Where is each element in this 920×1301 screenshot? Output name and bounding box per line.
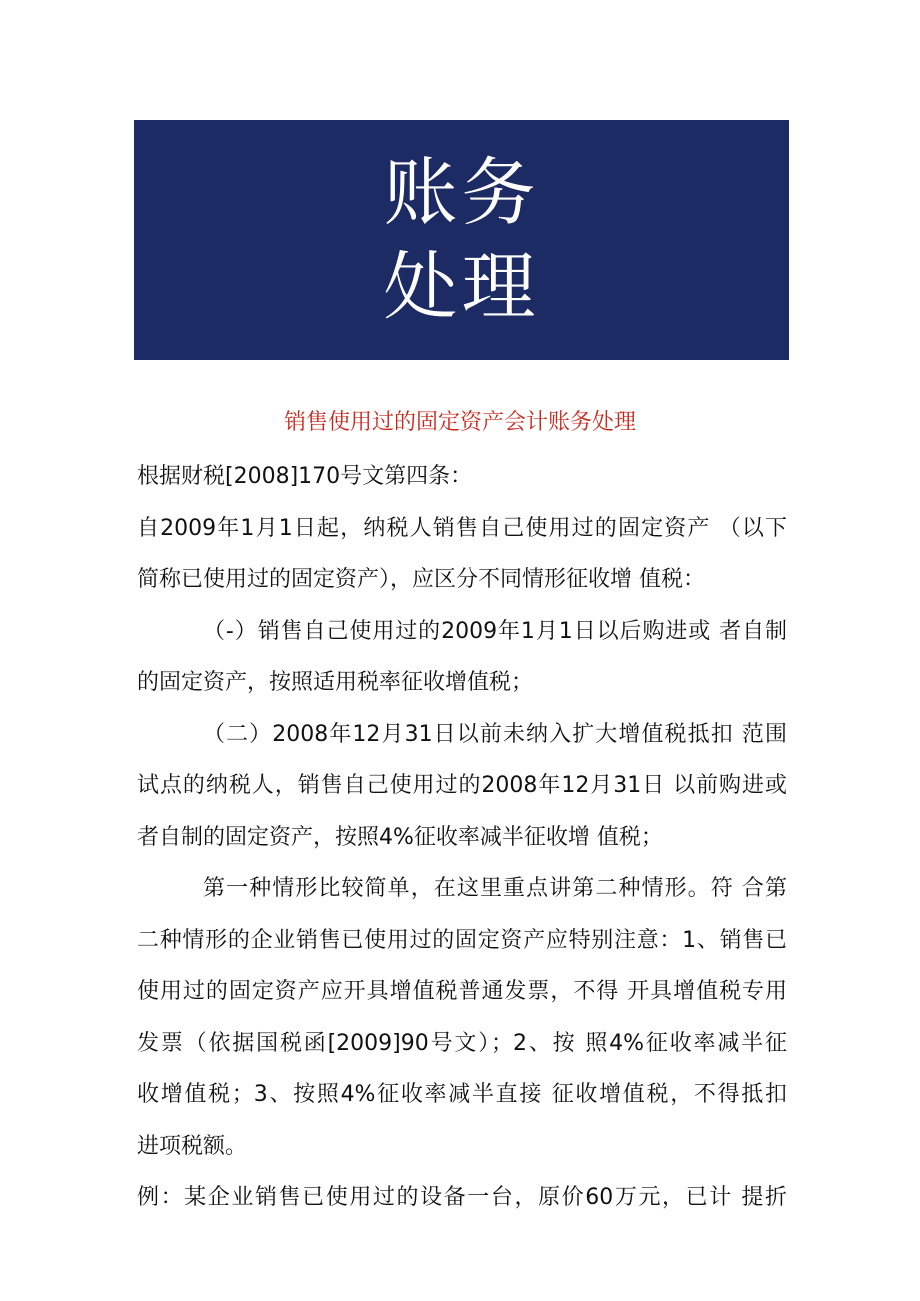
paragraph-line: 根据财税[2008]170号文第四条： bbox=[137, 464, 473, 489]
banner-title-line-1: 账务 bbox=[383, 150, 540, 236]
document-heading: 销售使用过的固定资产会计账务处理 bbox=[283, 410, 636, 435]
paragraph-line: 简称已使用过的固定资产），应区分不同情形征收增 值税： bbox=[137, 567, 705, 592]
paragraph-line: 二种情形的企业销售已使用过的固定资产应特别注意：1、销售已 bbox=[137, 927, 787, 953]
paragraph-line: （二）2008年12月31日以前未纳入扩大增值税抵扣 范围 bbox=[203, 721, 787, 747]
paragraph-line: 第一种情形比较简单，在这里重点讲第二种情形。符 合第 bbox=[203, 876, 787, 901]
banner-title-line-2: 处理 bbox=[383, 244, 540, 330]
paragraph-line: （-）销售自己使用过的2009年1月1日以后购进或 者自制 bbox=[203, 618, 787, 644]
paragraph-line: 使用过的固定资产应开具增值税普通发票，不得 开具增值税专用 bbox=[137, 979, 787, 1004]
paragraph-line: 发票（依据国税函[2009]90号文）；2、按 照4%征收率减半征 bbox=[137, 1030, 787, 1056]
paragraph-line: 例：某企业销售已使用过的设备一台，原价60万元，已计 提折 bbox=[137, 1185, 787, 1210]
paragraph-line: 者自制的固定资产，按照4%征收率减半征收增 值税； bbox=[137, 824, 663, 850]
paragraph-line: 试点的纳税人，销售自己使用过的2008年12月31日 以前购进或 bbox=[137, 773, 787, 798]
title-banner bbox=[134, 120, 789, 360]
paragraph-line: 自2009年1月1日起，纳税人销售自己使用过的固定资产 （以下 bbox=[137, 515, 787, 541]
paragraph-line: 进项税额。 bbox=[137, 1133, 248, 1159]
paragraph-line: 收增值税；3、按照4%征收率减半直接 征收增值税，不得抵扣 bbox=[137, 1082, 787, 1107]
paragraph-line: 的固定资产，按照适用税率征收增值税； bbox=[137, 670, 534, 695]
document-body bbox=[137, 451, 787, 1224]
